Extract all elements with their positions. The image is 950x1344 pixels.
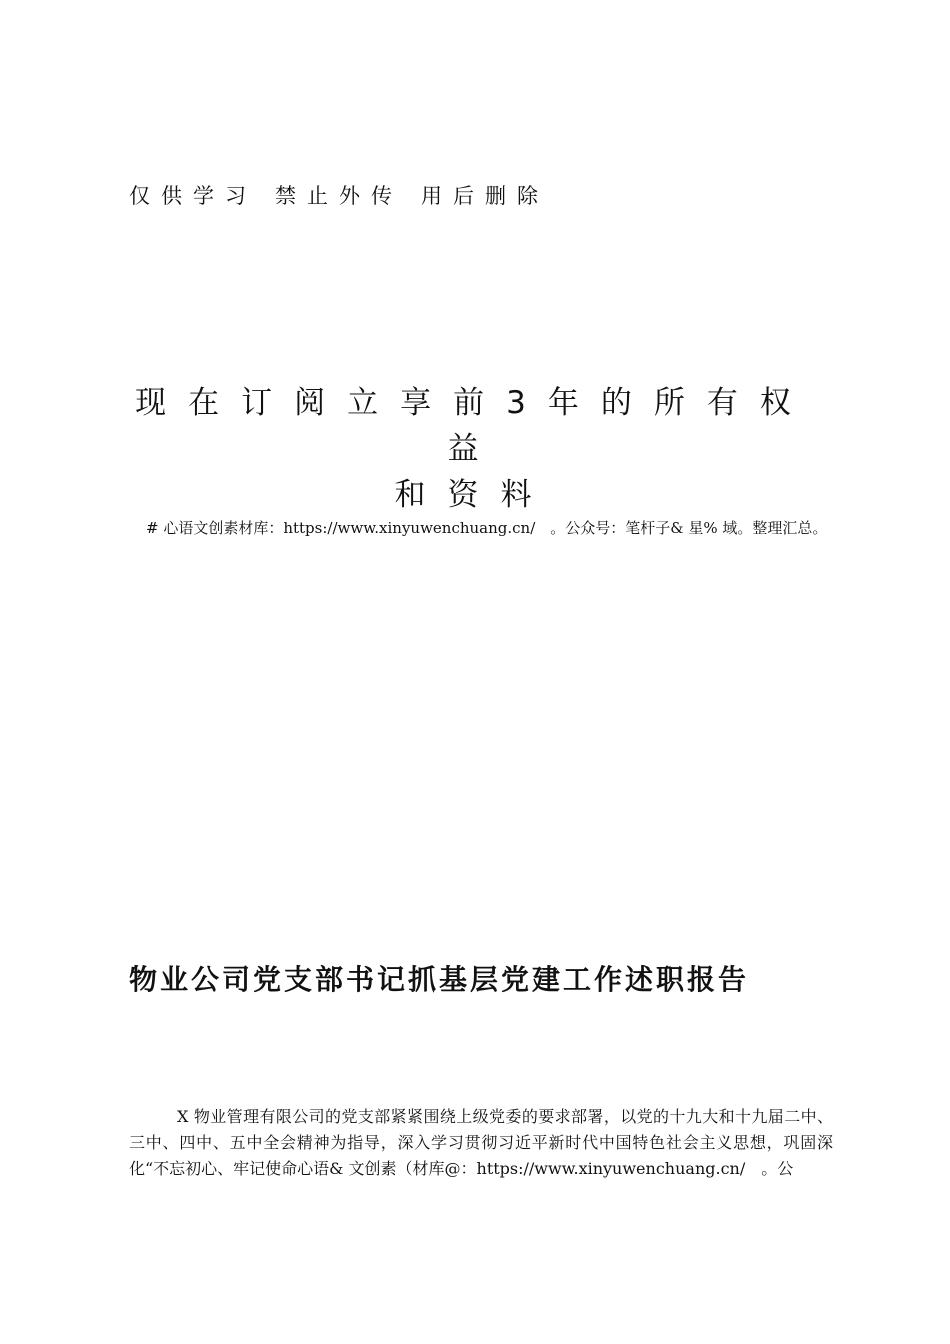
document-title: 物业公司党支部书记抓基层党建工作述职报告 [129, 963, 750, 996]
notice-no-distribution: 禁止外传 [275, 184, 403, 208]
document-paragraph: X 物业管理有限公司的党支部紧紧围绕上级党委的要求部署，以党的十九大和十九届二中、三中、四中、五中全会精神为指导，深入学习贯彻习近平新时代中国特色社会主义思想，巩固深化“不忘初心、牢记使命心语& 文创素（材库@：https://www.xinyuwenchuang.cn/ 。公 [129, 1107, 833, 1178]
subscribe-line-1: 现在订阅立享前3年的所有权益 [135, 385, 813, 467]
source-line: # 心语文创素材库：https://www.xinyuwenchuang.cn/ 。公众号：笔杆子& 星% 域。整理汇总。 [146, 519, 828, 537]
subscribe-banner [129, 380, 819, 518]
notice-study-only: 仅供学习 [129, 184, 257, 208]
subscribe-line-2: 和资料 [394, 477, 554, 513]
notice-delete-after-use: 用后删除 [421, 184, 549, 208]
notice-banner [129, 180, 567, 210]
